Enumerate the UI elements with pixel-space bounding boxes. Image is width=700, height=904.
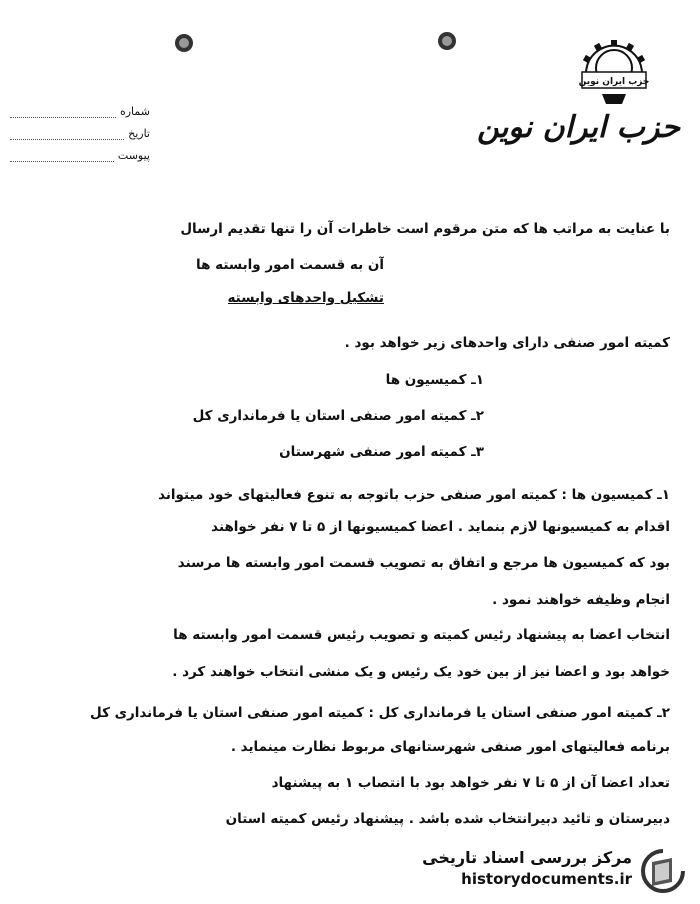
attachment-label: پیوست bbox=[117, 149, 150, 162]
attachment-blank bbox=[10, 152, 114, 162]
punch-hole-mark bbox=[436, 30, 458, 52]
number-field bbox=[10, 102, 150, 118]
number-label: شماره bbox=[119, 105, 150, 118]
body-line-1: با عنایت به مراتب ها که متن مرقوم است خاطرات آن را تنها تقدیم ارسال bbox=[180, 221, 670, 237]
date-blank bbox=[10, 130, 124, 140]
body-line-11: انجام وظیفه خواهند نمود . bbox=[492, 592, 670, 608]
list-item-3: ۳ـ کمیته امور صنفی شهرستان bbox=[279, 444, 484, 460]
body-line-16: تعداد اعضا آن از ۵ تا ۷ نفر خواهد بود با انتصاب ۱ به پیشنهاد bbox=[271, 775, 670, 791]
party-name: حزب ایران نوین bbox=[477, 110, 680, 145]
section-heading: تشکیل واحدهای وابسته bbox=[227, 290, 384, 306]
body-line-9: اقدام به کمیسیونها لازم بنماید . اعضا کمیسیونها از ۵ تا ۷ نفر خواهند bbox=[211, 519, 670, 535]
date-field bbox=[10, 124, 150, 140]
watermark-title: مرکز بررسی اسناد تاریخی bbox=[422, 848, 632, 867]
body-line-2: آن به قسمت امور وابسته ها bbox=[196, 257, 384, 273]
body-line-15: برنامه فعالیتهای امور صنفی شهرستانهای مربوط نظارت مینماید . bbox=[230, 739, 670, 755]
body-line-14: ۲ـ کمیته امور صنفی استان یا فرمانداری کل : کمیته امور صنفی استان یا فرمانداری کل bbox=[90, 705, 670, 721]
body-line-17: دبیرستان و تائید دبیرانتخاب شده باشد . پیشنهاد رئیس کمیته استان bbox=[225, 811, 670, 827]
body-line-12: انتخاب اعضا به پیشنهاد رئیس کمیته و تصویب رئیس قسمت امور وابسته ها bbox=[173, 627, 670, 643]
list-item-2: ۲ـ کمیته امور صنفی استان یا فرمانداری کل bbox=[192, 408, 484, 424]
archive-logo-icon bbox=[638, 848, 688, 894]
body-line-10: بود که کمیسیون ها مرجع و اتفاق به تصویب قسمت امور وابسته ها مرسند bbox=[177, 555, 670, 571]
body-line-4: کمیته امور صنفی دارای واحدهای زیر خواهد بود . bbox=[344, 335, 670, 351]
party-emblem-icon bbox=[572, 38, 656, 110]
watermark-url: historydocuments.ir bbox=[461, 870, 632, 888]
archive-watermark bbox=[422, 848, 690, 896]
number-blank bbox=[10, 108, 116, 118]
attachment-field bbox=[10, 146, 150, 162]
body-line-13: خواهد بود و اعضا نیز از بین خود یک رئیس و یک منشی انتخاب خواهند کرد . bbox=[172, 664, 670, 680]
list-item-1: ۱ـ کمیسیون ها bbox=[385, 372, 484, 388]
body-line-8: ۱ـ کمیسیون ها : کمیته امور صنفی حزب باتوجه به تنوع فعالیتهای خود میتواند bbox=[158, 487, 670, 503]
emblem-text: حزب ایران نوین bbox=[578, 77, 650, 87]
date-label: تاریخ bbox=[128, 127, 150, 140]
punch-hole-mark bbox=[173, 32, 195, 54]
